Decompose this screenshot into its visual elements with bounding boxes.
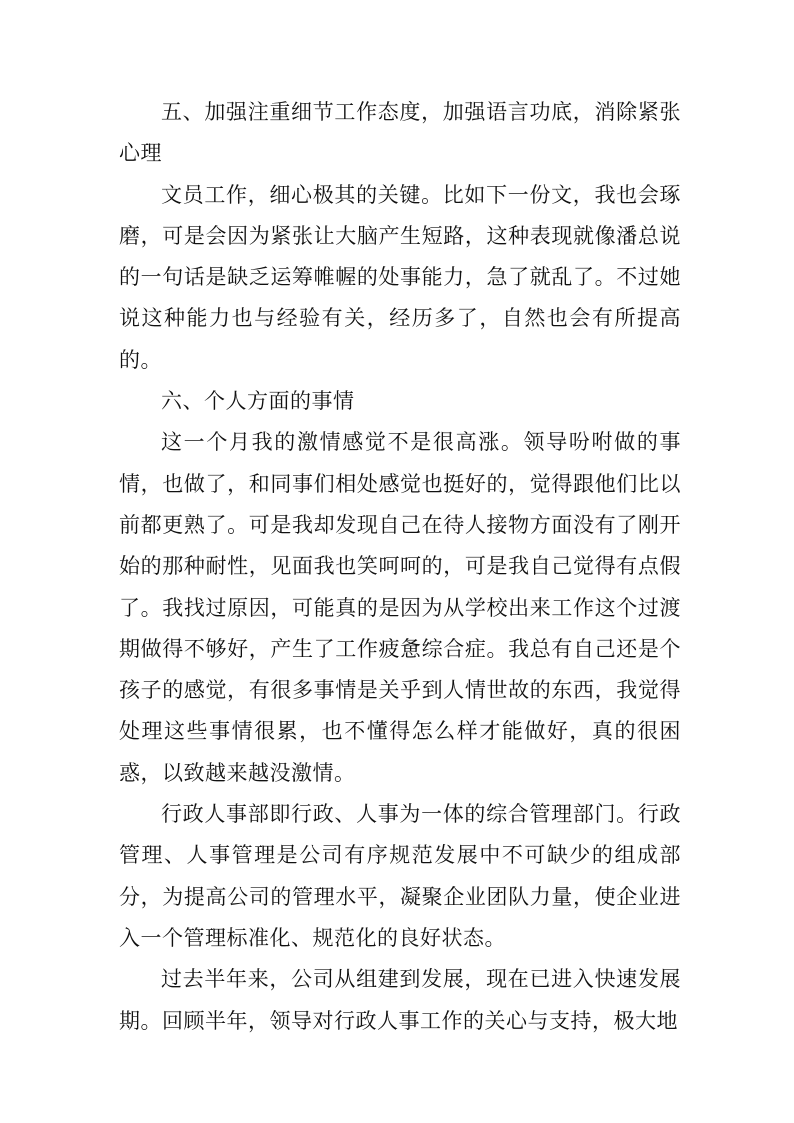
section-heading-6: 六、个人方面的事情 [161, 389, 355, 414]
document-body [119, 92, 681, 1042]
section-heading-5: 五、加强注重细节工作态度，加强语言功底，消除紧张心理 [119, 100, 681, 166]
paragraph-personal-matters: 这一个月我的激情感觉不是很高涨。领导吩咐做的事情，也做了，和同事们相处感觉也挺好的，觉得跟他们比以前都更熟了。可是我却发现自己在待人接物方面没有了刚开始的那种耐性，见面我也笑呵呵的，可是我自己觉得有点假了。我找过原因，可能真的是因为从学校出来工作这个过渡期做得不够好，产生了工作疲惫综合症。我总有自己还是个孩子的感觉，有很多事情是关乎到人情世故的东西，我觉得处理这些事情很累，也不懂得怎么样才能做好，真的很困惑，以致越来越没激情。 [119, 430, 681, 785]
paragraph-admin-department: 行政人事部即行政、人事为一体的综合管理部门。行政管理、人事管理是公司有序规范发展中不可缺少的组成部分，为提高公司的管理水平，凝聚企业团队力量，使企业进入一个管理标准化、规范化的良好状态。 [119, 802, 681, 950]
paragraph-clerk-work: 文员工作，细心极其的关键。比如下一份文，我也会琢磨，可是会因为紧张让大脑产生短路，这种表现就像潘总说的一句话是缺乏运筹帷幄的处事能力，急了就乱了。不过她说这种能力也与经验有关，经历多了，自然也会有所提高的。 [119, 182, 681, 372]
paragraph-half-year-review: 过去半年来，公司从组建到发展，现在已进入快速发展期。回顾半年，领导对行政人事工作的关心与支持，极大地 [119, 967, 681, 1033]
